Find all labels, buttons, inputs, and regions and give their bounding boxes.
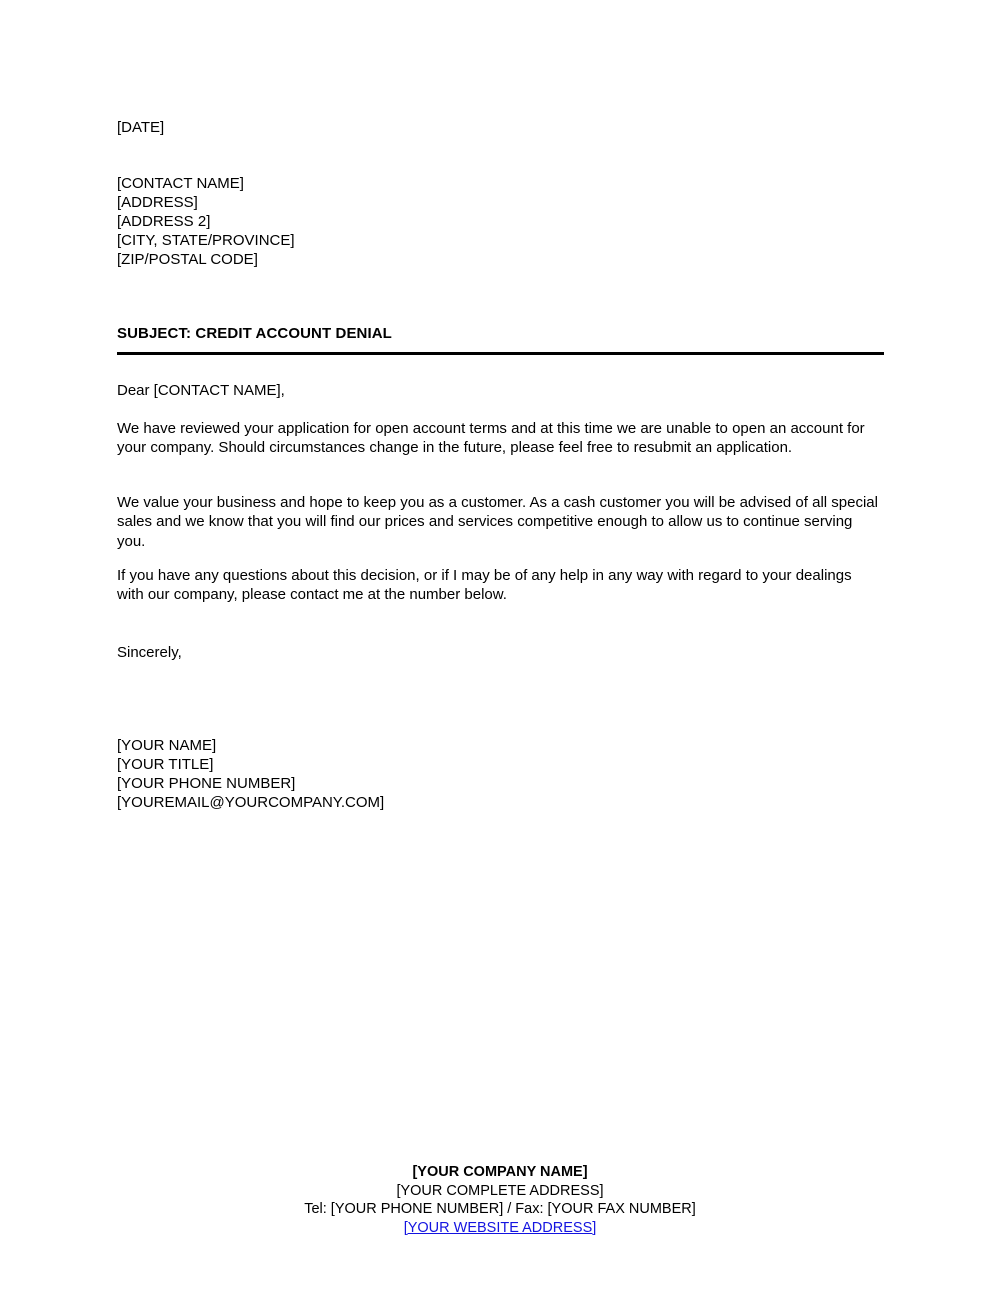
signer-title[interactable]: [YOUR TITLE] bbox=[117, 756, 214, 773]
signer-phone[interactable]: [YOUR PHONE NUMBER] bbox=[117, 775, 296, 792]
date-block bbox=[117, 118, 164, 137]
date-field[interactable]: [DATE] bbox=[117, 119, 165, 136]
footer-website-link-wrapper bbox=[0, 1219, 1000, 1238]
salutation-block bbox=[117, 381, 285, 400]
recipient-zip-code[interactable]: [ZIP/POSTAL CODE] bbox=[117, 251, 258, 268]
subject-divider-rule bbox=[117, 352, 884, 355]
recipient-contact-name[interactable]: [CONTACT NAME] bbox=[117, 175, 244, 192]
salutation-text[interactable]: Dear [CONTACT NAME], bbox=[117, 382, 285, 399]
recipient-address-2[interactable]: [ADDRESS 2] bbox=[117, 213, 211, 230]
page-footer bbox=[0, 1163, 1000, 1237]
recipient-city-state[interactable]: [CITY, STATE/PROVINCE] bbox=[117, 232, 295, 249]
recipient-address-1[interactable]: [ADDRESS] bbox=[117, 194, 198, 211]
footer-website-link[interactable]: [YOUR WEBSITE ADDRESS] bbox=[403, 1219, 597, 1236]
signature-block bbox=[117, 736, 384, 812]
signer-email[interactable]: [YOUREMAIL@YOURCOMPANY.COM] bbox=[117, 794, 385, 811]
signer-name[interactable]: [YOUR NAME] bbox=[117, 737, 217, 754]
recipient-address-block bbox=[117, 174, 295, 269]
footer-company-address: [YOUR COMPLETE ADDRESS] bbox=[396, 1182, 604, 1199]
closing-block bbox=[117, 643, 182, 662]
subject-block bbox=[117, 324, 884, 355]
body-paragraph-2: We value your business and hope to keep you as a customer. As a cash customer you will be advised of all special sales and we know that you will find our prices and services competitive enough to allow us to continue serving you. bbox=[117, 494, 878, 550]
subject-heading: SUBJECT: CREDIT ACCOUNT DENIAL bbox=[117, 325, 392, 342]
footer-company-contact: Tel: [YOUR PHONE NUMBER] / Fax: [YOUR FAX NUMBER] bbox=[304, 1201, 696, 1217]
body-paragraph-3: If you have any questions about this decision, or if I may be of any help in any way with regard to your dealings with our company, please contact me at the number below. bbox=[117, 567, 852, 604]
closing-text: Sincerely, bbox=[117, 644, 182, 661]
body-paragraph-1: We have reviewed your application for open account terms and at this time we are unable to open an account for your company. Should circumstances change in the future, please feel free to resubmit an application. bbox=[117, 420, 865, 457]
footer-company-name: [YOUR COMPANY NAME] bbox=[412, 1164, 588, 1180]
